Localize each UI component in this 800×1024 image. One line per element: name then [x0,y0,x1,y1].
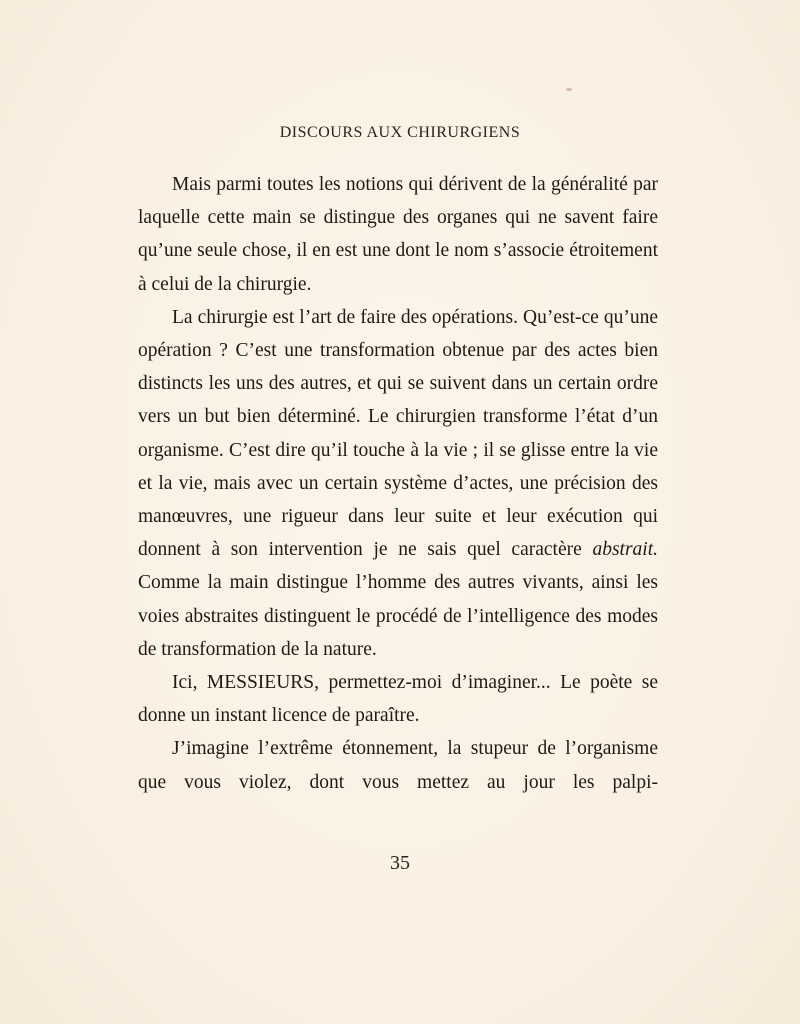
paragraph-2 [138,301,658,666]
emphasis-abstrait: abstrait. [592,539,658,561]
body-text [138,168,658,799]
paragraph-4: J’imagine l’extrême étonnement, la stupeur de l’organisme que vous violez, dont vous mettez au jour les palpi- [138,738,658,793]
page-number: 35 [390,852,410,874]
paper-speck [566,88,572,91]
running-head: DISCOURS AUX CHIRURGIENS [279,124,521,141]
paragraph-3: Ici, MESSIEURS, permettez-moi d’imaginer... Le poète se donne un instant licence de paraître. [138,672,658,727]
paragraph-2-before: La chirurgie est l’art de faire des opérations. Qu’est-ce qu’une opération ? C’est une transformation obtenue par des actes bien distincts les uns des autres, et qui se suivent dans un certain ordre vers un but bien déterminé. Le chirurgien transforme l’état d’un organisme. C’est dire qu’il touche à la vie ; il se glisse entre la vie et la vie, mais avec un certain système d’actes, une précision des manœuvres, une rigueur dans leur suite et leur exécution qui donnent à son intervention je ne sais quel caractère [138,306,658,561]
paragraph-2-after: Comme la main distingue l’homme des autres vivants, ainsi les voies abstraites distinguent le procédé de l’intelligence des modes de transformation de la nature. [138,572,658,660]
paragraph-1: Mais parmi toutes les notions qui dérivent de la généralité par laquelle cette main se distingue des organes qui ne savent faire qu’une seule chose, il en est une dont le nom s’associe étroitement à celui de la chirurgie. [138,174,658,295]
